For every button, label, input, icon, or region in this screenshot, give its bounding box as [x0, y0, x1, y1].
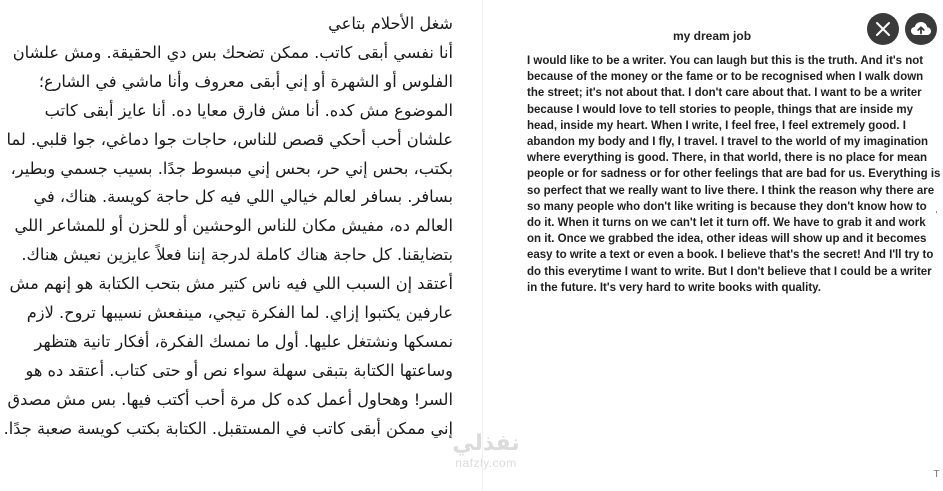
arabic-document-body: أنا نفسي أبقى كاتب. ممكن تضحك بس دي الحقيقة. ومش علشان الفلوس أو الشهرة أو إني أبقى معروف وأنا ماشي في الشارع؛ الموضوع مش كده. أنا مش فارق معايا ده. أنا عايز أبقى كاتب علشان أحب أحكي قصص للناس، حاجات جوا دماغي، جوا قلبي. لما بكتب، بحس إني حر، بحس إني مبسوط جدًا. بسيب جسمي وبطير، بسافر. بسافر لعالم خيالي اللي فيه كل حاجة كويسة. هناك، في العالم ده، مفيش مكان للناس الوحشين أو للحزن أو للمشاعر اللي بتضايقنا. كل حاجة هناك كاملة لدرجة إننا فعلاً عايزين نعيش هناك. أعتقد إن السبب اللي فيه ناس كتير مش بتحب الكتابة هو إنهم مش عارفين يكتبوا إزاي. لما الفكرة تيجي، مينفعش نسيبها تروح. لازم نمسكها ونشتغل عليها. أول ما نمسك الفكرة، أفكار تانية هتظهر وساعتها الكتابة بتبقى سهلة سواء نص أو حتى كتاب. أعتقد ده هو السر! وهحاول أعمل كده كل مرة أحب أكتب فيها. بس مش مصدق إني ممكن أبقى كاتب في المستقبل. الكتابة بكتب كويسة صعبة جدًا. [3, 42, 453, 438]
close-icon [875, 21, 891, 37]
arabic-document-text [3, 10, 453, 444]
watermark-latin: nafzly.com [455, 456, 517, 470]
close-button[interactable] [867, 13, 899, 45]
english-document-title: my dream job [673, 29, 752, 43]
english-document-body: I would like to be a writer. You can laugh but this is the truth. And it's not because of the money or the fame or to be recognised when I walk down the street; it's not about that. I don't care about that. I want to be a writer because I would love to tell stories to people, things that are inside my head, inside my heart. When I write, I feel free, I feel extremely good. I abandon my body and I fly, I travel. I travel to the world of my imagination where everything is good. There, in that world, there is no place for mean people or for sadness or for other feelings that are bad for us. Everything is so perfect that we really want to live there. I think the reason why there are so many people who don't like writing is because they don't know how to do it. When it turns on we can't let it turn off. We have to grab it and work on it. Once we grabbed the idea, other ideas will show up and it becomes easy to write a text or even a book. I believe that's the secret! And I'll try to do this everytime I want to write. But I don't believe that I could be a writer in the future. It's very hard to write books with quality. [527, 55, 941, 294]
side-edge-tab[interactable] [930, 210, 943, 480]
arabic-document-panel [0, 0, 470, 491]
edge-tab-top-char: ' [935, 210, 938, 221]
edge-tab-bottom-char: T [933, 469, 940, 480]
watermark-arabic: نفذلي [452, 431, 520, 456]
site-watermark [436, 432, 536, 470]
arabic-document-title: شغل الأحلام بتاعي [328, 14, 453, 33]
cloud-upload-icon [910, 20, 932, 38]
english-document-panel [483, 0, 943, 491]
upload-button[interactable] [905, 13, 937, 45]
